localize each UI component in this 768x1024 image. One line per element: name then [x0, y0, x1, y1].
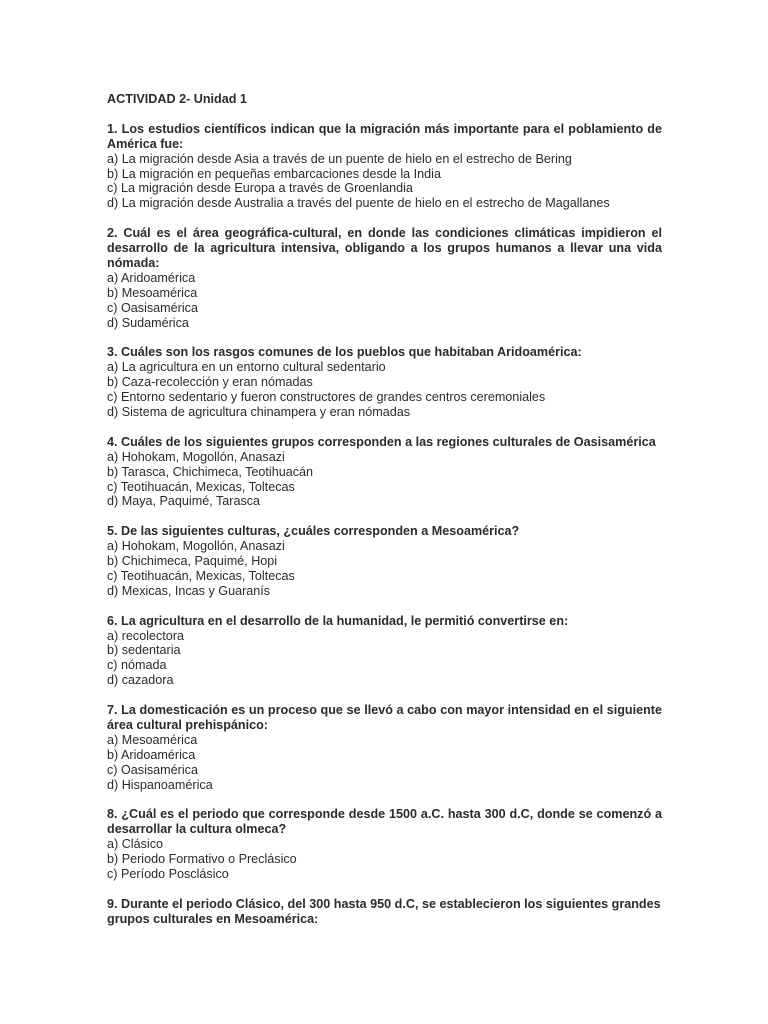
answer-option: a) Mesoamérica: [107, 732, 198, 747]
answer-option: c) Período Posclásico: [107, 867, 229, 881]
answer-option: c) Entorno sedentario y fueron constructores de grandes centros ceremoniales: [107, 390, 546, 405]
answer-option: c) Oasisamérica: [107, 762, 198, 777]
question-text: 7. La domesticación es un proceso que se llevó a cabo con mayor intensidad en el siguiente área cultural prehispánico:: [107, 703, 662, 732]
question-text: 4. Cuáles de los siguientes grupos corresponden a las regiones culturales de Oasisamérica: [107, 434, 656, 449]
question-7: [107, 703, 662, 792]
answer-option: a) La agricultura en un entorno cultural sedentario: [107, 360, 386, 375]
question-2: [107, 226, 662, 330]
answer-option: a) Hohokam, Mogollón, Anasazi: [107, 449, 285, 464]
answer-option: d) Sudamérica: [107, 315, 189, 330]
answer-option: a) recolectora: [107, 628, 184, 643]
question-text: 8. ¿Cuál es el periodo que corresponde desde 1500 a.C. hasta 300 d.C, donde se comenzó a desarrollar la cultura olmeca?: [107, 807, 662, 837]
answer-option: d) cazadora: [107, 673, 174, 688]
answer-option: c) nómada: [107, 658, 167, 673]
answer-option: d) Hispanoamérica: [107, 777, 213, 792]
question-4: [107, 435, 662, 510]
answer-option: b) sedentaria: [107, 643, 181, 658]
answer-option: a) Hohokam, Mogollón, Anasazi: [107, 539, 285, 554]
answer-option: d) Mexicas, Incas y Guaranís: [107, 583, 271, 598]
question-5: [107, 524, 662, 599]
question-text: 3. Cuáles son los rasgos comunes de los pueblos que habitaban Aridoamérica:: [107, 345, 582, 360]
answer-option: c) Oasisamérica: [107, 300, 198, 315]
answer-option: a) Aridoamérica: [107, 270, 196, 285]
answer-option: b) Tarasca, Chichimeca, Teotihuacán: [107, 464, 314, 479]
answer-option: d) Sistema de agricultura chinampera y eran nómadas: [107, 404, 411, 419]
answer-option: b) La migración en pequeñas embarcaciones desde la India: [107, 166, 441, 181]
document-title: ACTIVIDAD 2- Unidad 1: [107, 92, 247, 106]
question-text: 2. Cuál es el área geográfica-cultural, en donde las condiciones climáticas impidieron el desarrollo de la agricultura intensiva, obligando a los grupos humanos a llevar una vida nómada:: [107, 226, 662, 270]
document-page: [107, 92, 662, 942]
question-1: [107, 122, 662, 211]
answer-option: c) La migración desde Europa a través de Groenlandia: [107, 181, 413, 196]
question-text: 9. Durante el periodo Clásico, del 300 hasta 950 d.C, se establecieron los siguientes grandes grupos culturales en Mesoamérica:: [107, 896, 661, 926]
question-text: 1. Los estudios científicos indican que la migración más importante para el poblamiento de América fue:: [107, 121, 662, 151]
question-text: 5. De las siguientes culturas, ¿cuáles corresponden a Mesoamérica?: [107, 524, 520, 539]
answer-option: a) La migración desde Asia a través de un puente de hielo en el estrecho de Bering: [107, 151, 572, 166]
answer-option: d) La migración desde Australia a través del puente de hielo en el estrecho de Magallanes: [107, 196, 610, 211]
question-3: [107, 345, 662, 420]
answer-option: b) Periodo Formativo o Preclásico: [107, 852, 297, 867]
answer-option: c) Teotihuacán, Mexicas, Toltecas: [107, 479, 295, 494]
answer-option: b) Mesoamérica: [107, 285, 198, 300]
answer-option: b) Chichimeca, Paquimé, Hopi: [107, 554, 278, 569]
question-6: [107, 614, 662, 689]
answer-option: d) Maya, Paquimé, Tarasca: [107, 494, 261, 509]
question-text: 6. La agricultura en el desarrollo de la humanidad, le permitió convertirse en:: [107, 613, 569, 628]
question-9: [107, 897, 662, 927]
answer-option: a) Clásico: [107, 837, 163, 852]
answer-option: c) Teotihuacán, Mexicas, Toltecas: [107, 568, 295, 583]
answer-option: b) Aridoamérica: [107, 747, 196, 762]
answer-option: b) Caza-recolección y eran nómadas: [107, 375, 313, 390]
question-8: [107, 807, 662, 882]
